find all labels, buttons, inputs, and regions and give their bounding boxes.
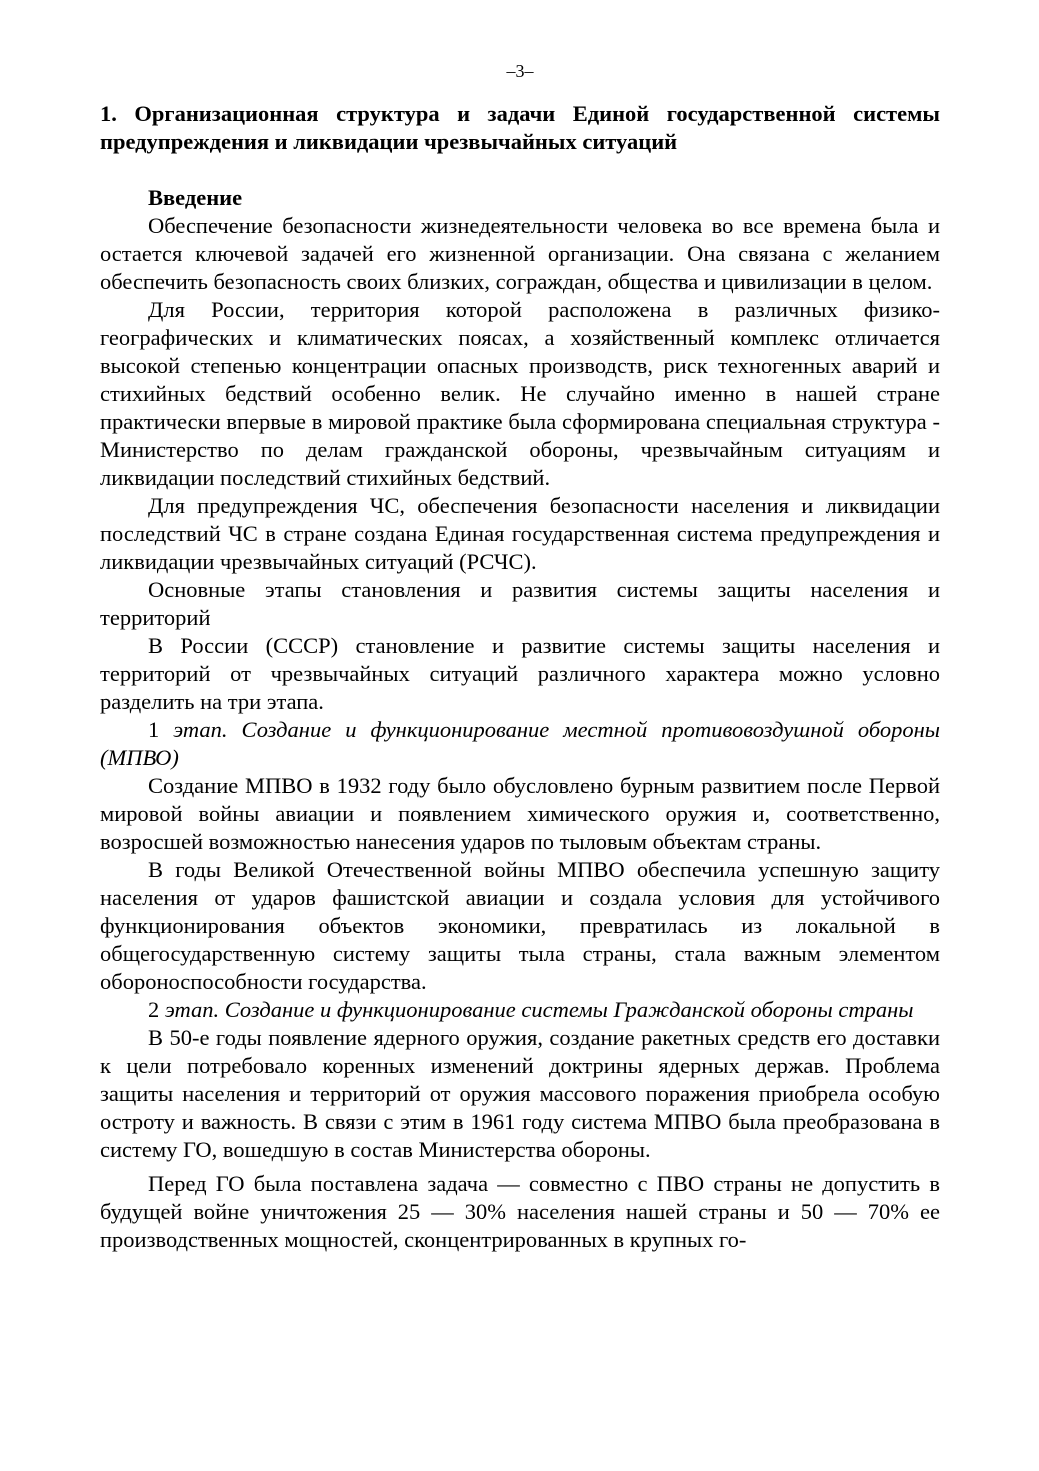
paragraph: В 50-е годы появление ядерного оружия, создание ракетных средств его доставки к цели потребовало коренных изменений доктрины ядерных держав. Проблема защиты населения и территорий от оружия массового поражения приобрела особую остроту и важность. В связи с этим в 1961 году система МПВО была преобразована в систему ГО, вошедшую в состав Министерства обороны. xyxy=(100,1025,940,1162)
stage-2-number: 2 xyxy=(148,997,160,1022)
section-title: 1. Организационная структура и задачи Единой государственной системы предупреждения и ликвидации чрезвычайных ситуаций xyxy=(100,101,940,154)
paragraph: Для предупреждения ЧС, обеспечения безопасности населения и ликвидации последствий ЧС в стране создана Единая государственная система предупреждения и ликвидации чрезвычайных ситуаций (РСЧС). xyxy=(100,493,940,574)
paragraph: Обеспечение безопасности жизнедеятельности человека во все времена была и остается ключевой задачей его жизненной организации. Она связана с желанием обеспечить безопасность своих близких, сограждан, общества и цивилизации в целом. xyxy=(100,213,940,294)
stage-1-heading xyxy=(100,716,940,772)
stage-2-heading xyxy=(100,996,940,1024)
stage-1-number: 1 xyxy=(148,717,160,742)
paragraph: Создание МПВО в 1932 году было обусловлено бурным развитием после Первой мировой войны авиации и появлением химического оружия и, соответственно, возросшей возможностью нанесения ударов по тыловым объектам страны. xyxy=(100,773,940,854)
stage-1-title: этап. Создание и функционирование местной противовоздушной обороны (МПВО) xyxy=(100,717,940,770)
paragraph: В России (СССР) становление и развитие системы защиты населения и территорий от чрезвычайных ситуаций различного характера можно условно разделить на три этапа. xyxy=(100,633,940,714)
paragraph: Перед ГО была поставлена задача — совместно с ПВО страны не допустить в будущей войне уничтожения 25 — 30% населения нашей страны и 50 — 70% ее производственных мощностей, сконцентрированных в крупных го- xyxy=(100,1171,940,1252)
page-number: –3– xyxy=(506,61,534,81)
paragraph: В годы Великой Отечественной войны МПВО обеспечила успешную защиту населения от ударов фашистской авиации и создала условия для устойчивого функционирования объектов экономики, превратилась из локальной в общегосударственную систему защиты тыла страны, стала важным элементом обороноспособности государства. xyxy=(100,857,940,994)
paragraph: Для России, территория которой расположена в различных физико-географических и климатических поясах, а хозяйственный комплекс отличается высокой степенью концентрации опасных производств, риск техногенных аварий и стихийных бедствий особенно велик. Не случайно именно в нашей стране практически впервые в мировой практике была сформирована специальная структура - Министерство по делам гражданской обороны, чрезвычайным ситуациям и ликвидации последствий стихийных бедствий. xyxy=(100,297,940,490)
paragraph: Основные этапы становления и развития системы защиты населения и территорий xyxy=(100,577,940,630)
document-page xyxy=(100,58,940,1254)
stage-2-title: этап. Создание и функционирование системы Гражданской обороны страны xyxy=(164,997,914,1022)
intro-heading: Введение xyxy=(148,185,243,210)
